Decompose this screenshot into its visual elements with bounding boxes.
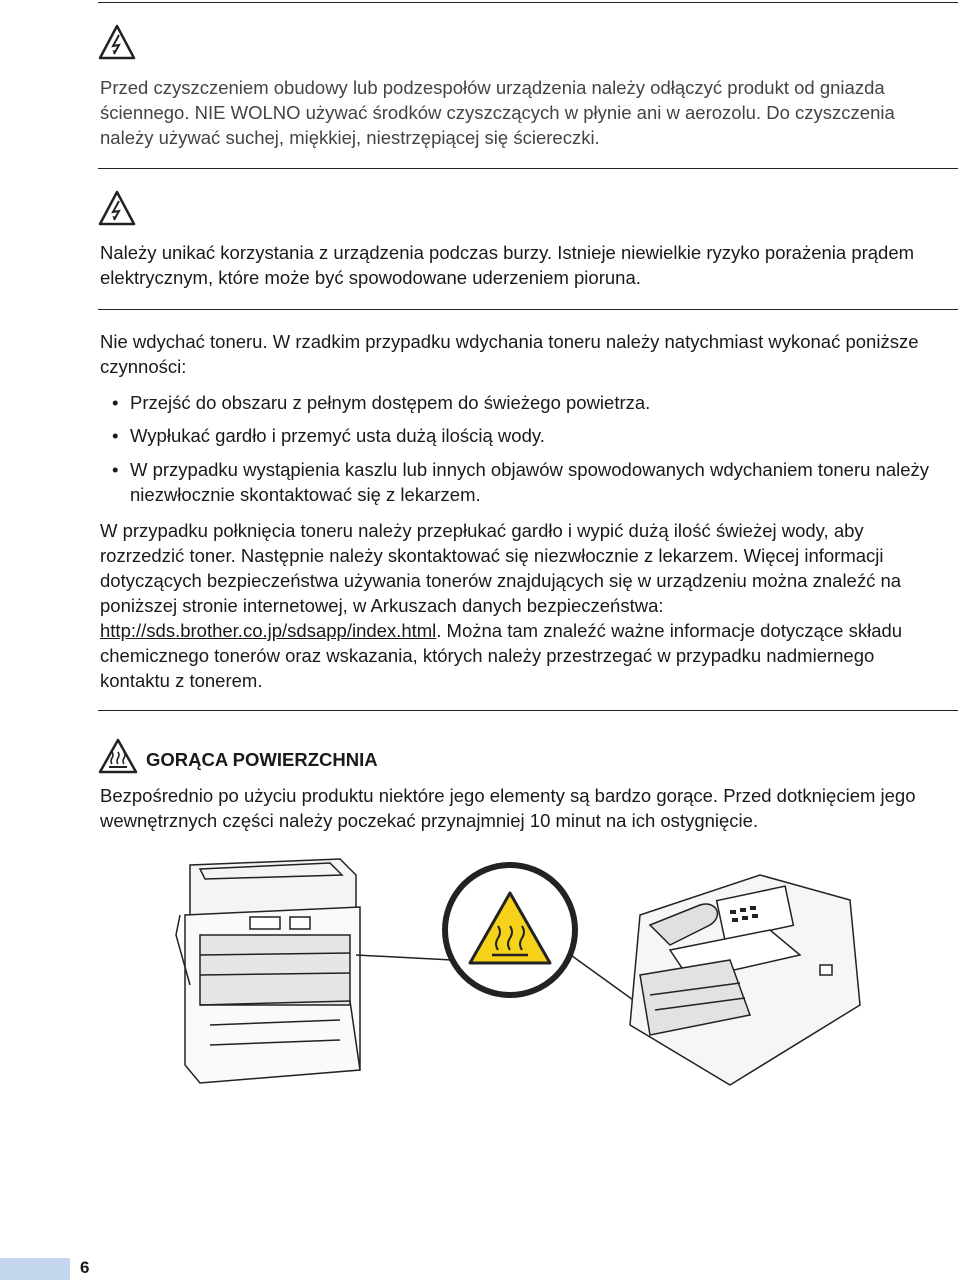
bullet-marker: • (112, 392, 119, 413)
hot-surface-title: GORĄCA POWIERZCHNIA (146, 749, 378, 770)
top-rule (98, 2, 958, 3)
hot-surface-warning-icon (98, 738, 138, 774)
page-number-bar (0, 1258, 70, 1280)
toner-bullet-item: W przypadku wystąpienia kaszlu lub innych objawów spowodowanych wdychaniem toneru należy niezwłocznie skontaktować się z lekarzem. (130, 459, 930, 505)
electric-shock-warning-icon (98, 24, 136, 60)
electric-shock-warning-icon (98, 190, 136, 226)
toner-intro-text: Nie wdychać toneru. W rzadkim przypadku wdychania toneru należy natychmiast wykonać poniższe czynności: (100, 331, 919, 377)
toner-bullet-item: Przejść do obszaru z pełnym dostępem do świeżego powietrza. (130, 392, 651, 413)
bullet-marker: • (112, 425, 119, 446)
warning-cleaning-text: Przed czyszczeniem obudowy lub podzespołów urządzenia należy odłączyć produkt od gniazda ściennego. NIE WOLNO używać środków czyszczących w płynie ani w aerozolu. Do czyszczenia należy używać suchej, miękkiej, niestrzępiącej się ściereczki. (100, 77, 895, 148)
sds-link[interactable]: http://sds.brother.co.jp/sdsapp/index.html (100, 620, 437, 641)
laser-printer-drawing (176, 859, 360, 1083)
toner-body-before-link: W przypadku połknięcia toneru należy przepłukać gardło i wypić dużą ilość świeżej wody, aby rozrzedzić toner. Następnie należy skontaktować się niezwłocznie z lekarzem. Więcej informacji dotyczących bezpieczeństwa używania tonerów znajdujących się w urządzeniu można znaleźć na poniższej stronie internetowej, w Arkuszach danych bezpieczeństwa: (100, 520, 902, 616)
toner-body-text (100, 518, 945, 693)
hot-parts-illustration (170, 855, 870, 1110)
toner-body-after-link: . Można tam znaleźć ważne informacje dotyczące składu chemicznego tonerów oraz wskazania, których należy przestrzegać w przypadku nadmiernego kontaktu z tonerem. (100, 620, 903, 691)
page-number: 6 (80, 1258, 90, 1277)
warning-storm-text: Należy unikać korzystania z urządzenia podczas burzy. Istnieje niewielkie ryzyko porażenia prądem elektrycznym, które może być spowodowane uderzeniem pioruna. (100, 242, 915, 288)
section-rule (98, 168, 958, 169)
bullet-marker: • (112, 459, 119, 480)
section-rule (98, 710, 958, 711)
toner-bullet-item: Wypłukać gardło i przemyć usta dużą ilością wody. (130, 425, 545, 446)
section-rule (98, 309, 958, 310)
fax-machine-drawing (630, 875, 860, 1085)
hot-surface-text: Bezpośrednio po użyciu produktu niektóre jego elementy są bardzo gorące. Przed dotknięciem jego wewnętrznych części należy poczekać przynajmniej 10 minut na ich ostygnięcie. (100, 785, 916, 831)
